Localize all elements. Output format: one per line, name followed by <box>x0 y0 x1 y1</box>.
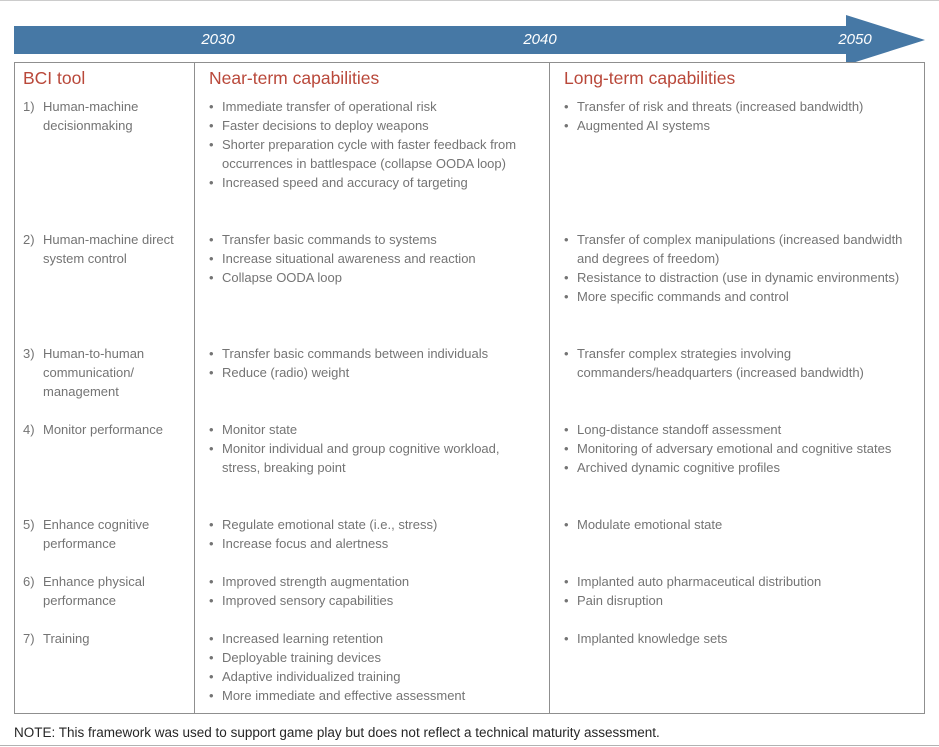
capability-item: • Collapse OODA loop <box>209 268 539 287</box>
capability-item: • Transfer basic commands between individuals <box>209 344 539 363</box>
bci-tool-cell <box>15 420 194 515</box>
capability-item: • Increase situational awareness and reaction <box>209 249 539 268</box>
tool-number: 1) <box>23 99 35 114</box>
timeline <box>14 15 925 65</box>
capability-item: • More specific commands and control <box>564 287 916 306</box>
capability-item: • Transfer of complex manipulations (increased bandwidth and degrees of freedom) <box>564 230 916 268</box>
long-term-cell <box>549 97 926 230</box>
capability-item: • Adaptive individualized training <box>209 667 539 686</box>
tool-number: 6) <box>23 574 35 589</box>
capability-item: • Transfer complex strategies involving commanders/headquarters (increased bandwidth) <box>564 344 916 382</box>
capability-item: • Increase focus and alertness <box>209 534 539 553</box>
capability-item: • Monitoring of adversary emotional and cognitive states <box>564 439 916 458</box>
bci-tool-cell <box>15 572 194 629</box>
col-header-long-term: Long-term capabilities <box>549 63 926 97</box>
capability-item: • Improved sensory capabilities <box>209 591 539 610</box>
timeline-year-2050: 2050 <box>838 31 872 48</box>
tool-name: Monitor performance <box>43 422 163 437</box>
capability-item: • Transfer basic commands to systems <box>209 230 539 249</box>
capability-item: • Faster decisions to deploy weapons <box>209 116 539 135</box>
tool-name: Human-machine direct system control <box>43 232 174 266</box>
capability-item: • Archived dynamic cognitive profiles <box>564 458 916 477</box>
tool-name: Training <box>43 631 90 646</box>
capability-item: • Improved strength augmentation <box>209 572 539 591</box>
capability-item: • Transfer of risk and threats (increased bandwidth) <box>564 97 916 116</box>
bci-tool-cell <box>15 97 194 230</box>
tool-number: 3) <box>23 346 35 361</box>
long-term-cell <box>549 629 926 713</box>
long-term-cell <box>549 572 926 629</box>
capability-item: • Monitor state <box>209 420 539 439</box>
col-header-near-term: Near-term capabilities <box>194 63 549 97</box>
tool-name: Human-to-human communication/ management <box>43 346 145 399</box>
capability-item: • Pain disruption <box>564 591 916 610</box>
capability-item: • Modulate emotional state <box>564 515 916 534</box>
near-term-cell <box>194 629 549 713</box>
capability-item: • Shorter preparation cycle with faster feedback from occurrences in battlespace (collapse OODA loop) <box>209 135 539 173</box>
capability-item: • Deployable training devices <box>209 648 539 667</box>
capabilities-table <box>14 62 925 714</box>
timeline-year-2030: 2030 <box>201 31 235 48</box>
bci-tool-cell <box>15 629 194 713</box>
near-term-cell <box>194 230 549 344</box>
long-term-cell <box>549 344 926 420</box>
capability-item: • Increased learning retention <box>209 629 539 648</box>
col-header-bci-tool: BCI tool <box>23 68 86 88</box>
bci-tool-cell <box>15 230 194 344</box>
capability-item: • More immediate and effective assessment <box>209 686 539 705</box>
tool-number: 7) <box>23 631 35 646</box>
near-term-cell <box>194 344 549 420</box>
capability-item: • Augmented AI systems <box>564 116 916 135</box>
bci-tool-cell <box>15 515 194 572</box>
near-term-cell <box>194 97 549 230</box>
tool-name: Enhance physical performance <box>43 574 145 608</box>
capability-item: • Implanted auto pharmaceutical distribution <box>564 572 916 591</box>
capability-item: • Long-distance standoff assessment <box>564 420 916 439</box>
tool-number: 5) <box>23 517 35 532</box>
bottom-divider <box>0 745 939 746</box>
tool-number: 4) <box>23 422 35 437</box>
timeline-arrow-icon <box>14 15 925 65</box>
near-term-cell <box>194 515 549 572</box>
near-term-cell <box>194 420 549 515</box>
figure-note: NOTE: This framework was used to support game play but does not reflect a technical maturity assessment. <box>14 725 660 740</box>
long-term-cell <box>549 230 926 344</box>
capability-item: • Regulate emotional state (i.e., stress) <box>209 515 539 534</box>
tool-name: Enhance cognitive performance <box>43 517 150 551</box>
capability-item: • Reduce (radio) weight <box>209 363 539 382</box>
tool-number: 2) <box>23 232 35 247</box>
tool-name: Human-machine decisionmaking <box>43 99 139 133</box>
top-divider <box>0 0 939 1</box>
near-term-cell <box>194 572 549 629</box>
bci-tool-cell <box>15 344 194 420</box>
capability-item: • Increased speed and accuracy of targeting <box>209 173 539 192</box>
capability-item: • Immediate transfer of operational risk <box>209 97 539 116</box>
capability-item: • Resistance to distraction (use in dynamic environments) <box>564 268 916 287</box>
capability-item: • Implanted knowledge sets <box>564 629 916 648</box>
timeline-year-2040: 2040 <box>523 31 557 48</box>
long-term-cell <box>549 515 926 572</box>
capability-item: • Monitor individual and group cognitive workload, stress, breaking point <box>209 439 539 477</box>
long-term-cell <box>549 420 926 515</box>
